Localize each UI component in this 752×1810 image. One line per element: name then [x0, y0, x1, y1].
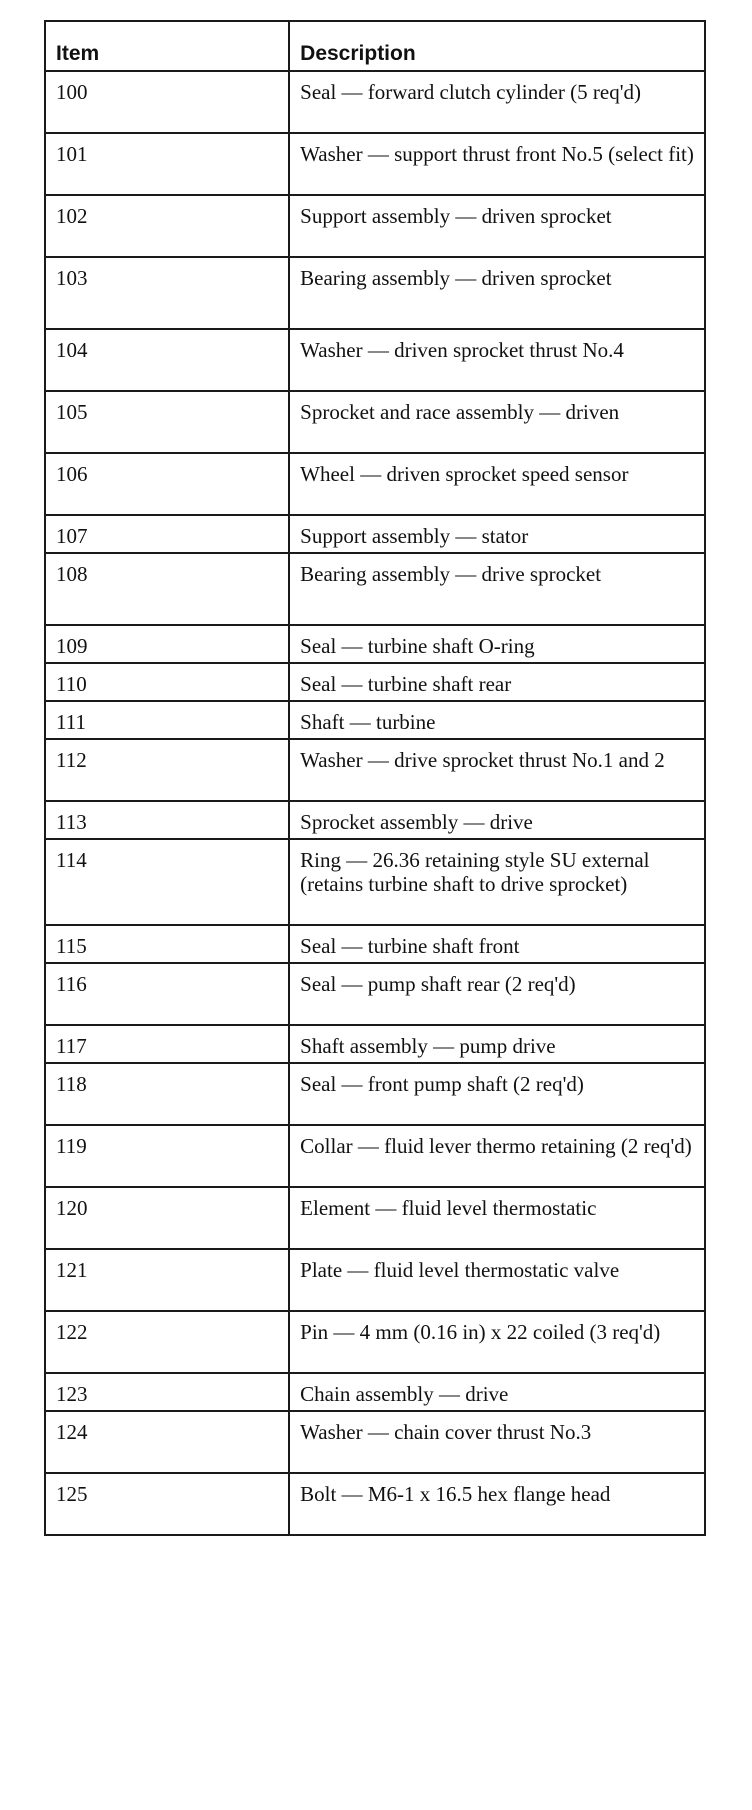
description-cell: Support assembly — driven sprocket	[289, 195, 705, 257]
description-cell: Seal — turbine shaft O-ring	[289, 625, 705, 663]
item-number-cell: 112	[45, 739, 289, 801]
item-number-cell: 114	[45, 839, 289, 925]
description-cell: Bearing assembly — drive sprocket	[289, 553, 705, 625]
description-cell: Shaft assembly — pump drive	[289, 1025, 705, 1063]
item-number-cell: 111	[45, 701, 289, 739]
item-column-header: Item	[45, 21, 289, 71]
header-row	[45, 21, 705, 71]
table-row	[45, 1373, 705, 1411]
description-cell: Collar — fluid lever thermo retaining (2 req'd)	[289, 1125, 705, 1187]
item-number-cell: 110	[45, 663, 289, 701]
item-number-cell: 106	[45, 453, 289, 515]
table-row	[45, 1311, 705, 1373]
table-row	[45, 1025, 705, 1063]
table-row	[45, 515, 705, 553]
table-row	[45, 963, 705, 1025]
item-number-cell: 105	[45, 391, 289, 453]
item-number-cell: 122	[45, 1311, 289, 1373]
parts-table	[44, 20, 706, 1536]
table-row	[45, 1187, 705, 1249]
description-cell: Sprocket assembly — drive	[289, 801, 705, 839]
item-number-cell: 118	[45, 1063, 289, 1125]
table-row	[45, 1411, 705, 1473]
table-row	[45, 329, 705, 391]
table-row	[45, 71, 705, 133]
description-cell: Seal — pump shaft rear (2 req'd)	[289, 963, 705, 1025]
table-row	[45, 133, 705, 195]
table-row	[45, 801, 705, 839]
item-number-cell: 109	[45, 625, 289, 663]
table-row	[45, 701, 705, 739]
item-number-cell: 120	[45, 1187, 289, 1249]
description-cell: Bolt — M6-1 x 16.5 hex flange head	[289, 1473, 705, 1535]
table-row	[45, 663, 705, 701]
description-column-header: Description	[289, 21, 705, 71]
item-number-cell: 108	[45, 553, 289, 625]
item-number-cell: 119	[45, 1125, 289, 1187]
item-number-cell: 123	[45, 1373, 289, 1411]
item-number-cell: 115	[45, 925, 289, 963]
description-cell: Washer — chain cover thrust No.3	[289, 1411, 705, 1473]
table-row	[45, 195, 705, 257]
item-number-cell: 103	[45, 257, 289, 329]
table-row	[45, 625, 705, 663]
item-number-cell: 125	[45, 1473, 289, 1535]
item-number-cell: 102	[45, 195, 289, 257]
table-row	[45, 925, 705, 963]
item-number-cell: 116	[45, 963, 289, 1025]
description-cell: Wheel — driven sprocket speed sensor	[289, 453, 705, 515]
item-number-cell: 107	[45, 515, 289, 553]
table-row	[45, 1125, 705, 1187]
description-cell: Seal — turbine shaft front	[289, 925, 705, 963]
table-body	[45, 71, 705, 1535]
table-header	[45, 21, 705, 71]
table-row	[45, 257, 705, 329]
description-cell: Support assembly — stator	[289, 515, 705, 553]
table-row	[45, 453, 705, 515]
item-number-cell: 117	[45, 1025, 289, 1063]
description-cell: Washer — support thrust front No.5 (select fit)	[289, 133, 705, 195]
description-cell: Washer — driven sprocket thrust No.4	[289, 329, 705, 391]
description-cell: Plate — fluid level thermostatic valve	[289, 1249, 705, 1311]
description-cell: Element — fluid level thermostatic	[289, 1187, 705, 1249]
item-number-cell: 100	[45, 71, 289, 133]
description-cell: Shaft — turbine	[289, 701, 705, 739]
description-cell: Seal — turbine shaft rear	[289, 663, 705, 701]
description-cell: Bearing assembly — driven sprocket	[289, 257, 705, 329]
table-row	[45, 1063, 705, 1125]
table-row	[45, 1473, 705, 1535]
table-row	[45, 739, 705, 801]
table-row	[45, 553, 705, 625]
description-cell: Chain assembly — drive	[289, 1373, 705, 1411]
description-cell: Sprocket and race assembly — driven	[289, 391, 705, 453]
description-cell: Ring — 26.36 retaining style SU external (retains turbine shaft to drive sprocket)	[289, 839, 705, 925]
item-number-cell: 124	[45, 1411, 289, 1473]
description-cell: Pin — 4 mm (0.16 in) x 22 coiled (3 req'd)	[289, 1311, 705, 1373]
table-row	[45, 839, 705, 925]
item-number-cell: 113	[45, 801, 289, 839]
description-cell: Washer — drive sprocket thrust No.1 and 2	[289, 739, 705, 801]
table-row	[45, 391, 705, 453]
table-row	[45, 1249, 705, 1311]
item-number-cell: 104	[45, 329, 289, 391]
item-number-cell: 121	[45, 1249, 289, 1311]
description-cell: Seal — front pump shaft (2 req'd)	[289, 1063, 705, 1125]
item-number-cell: 101	[45, 133, 289, 195]
description-cell: Seal — forward clutch cylinder (5 req'd)	[289, 71, 705, 133]
